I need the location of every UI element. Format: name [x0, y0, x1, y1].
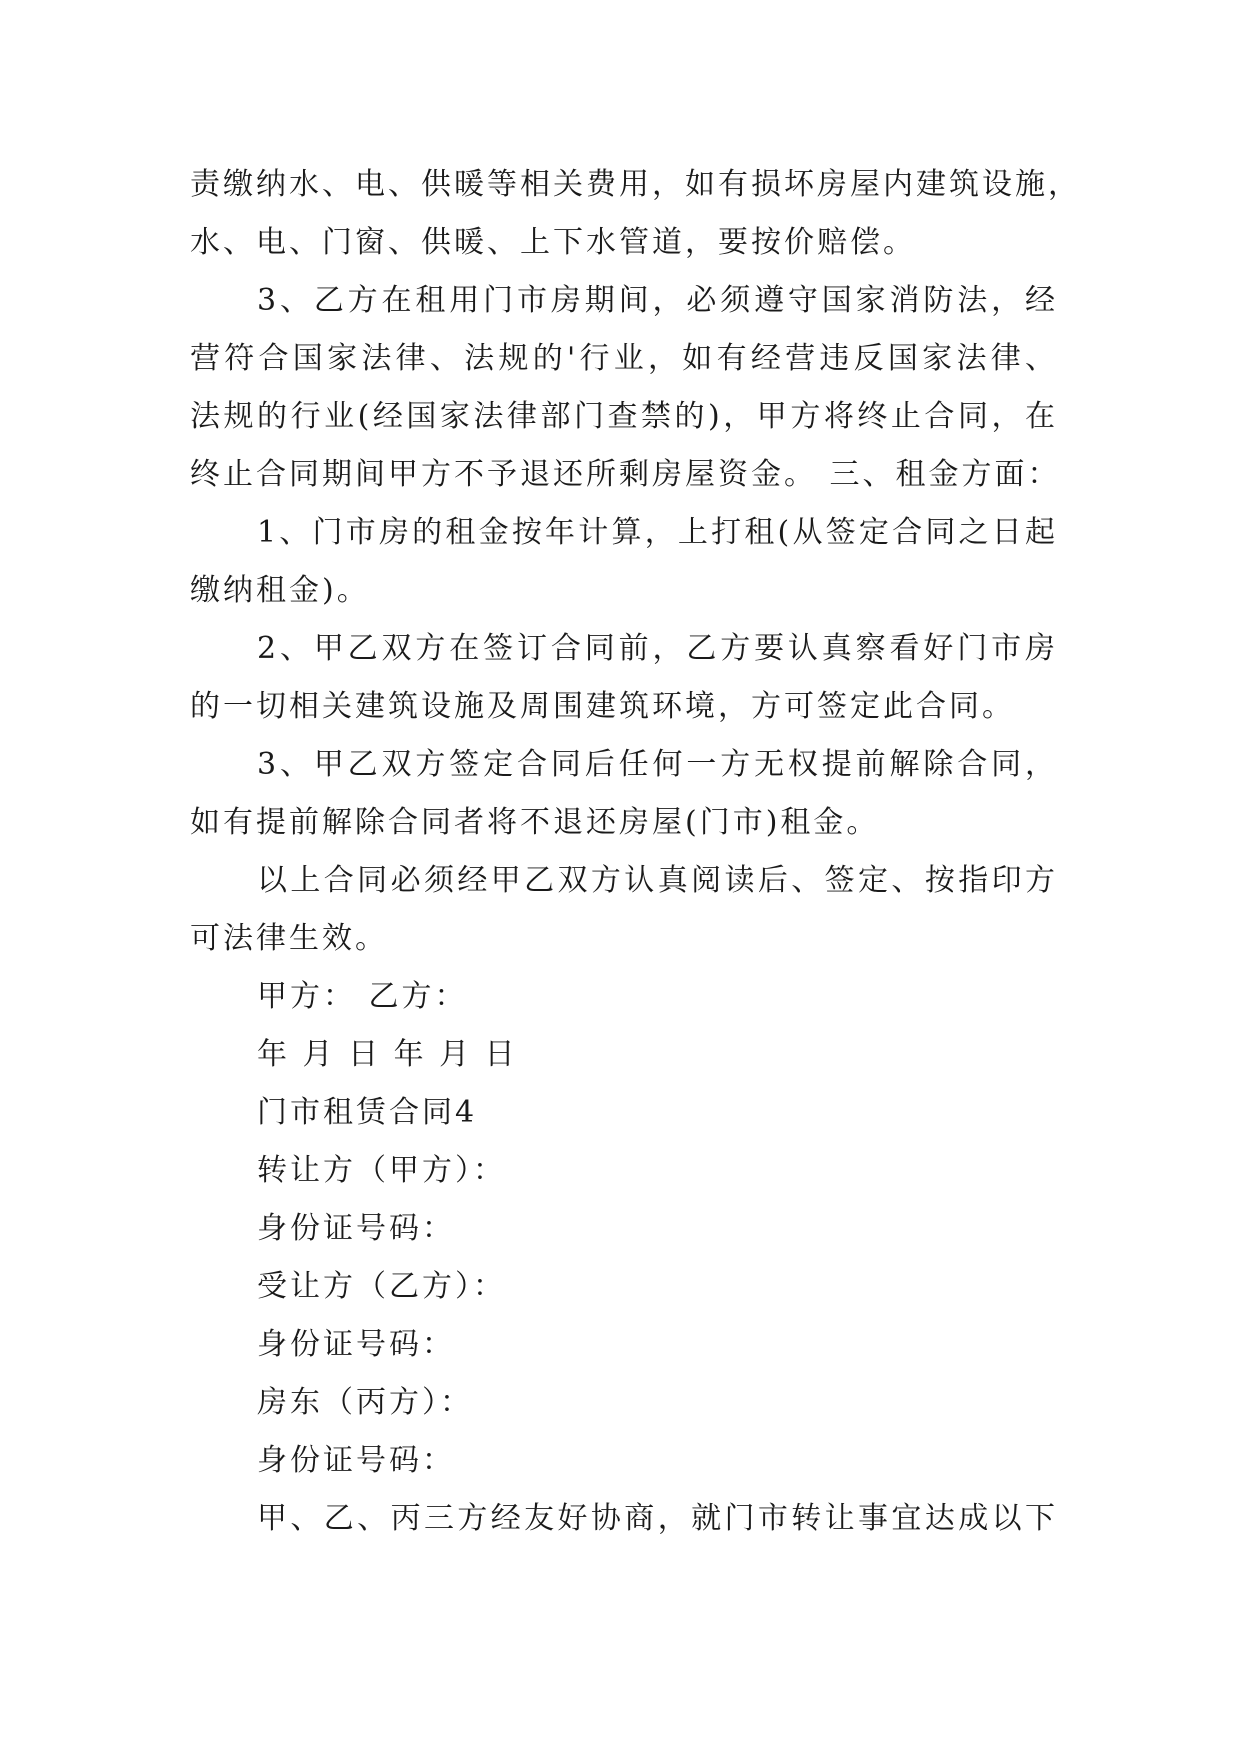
landlord-label: 房东（丙方）： — [257, 1385, 473, 1420]
section-title: 门市租赁合同4 — [257, 1095, 478, 1130]
text-line-11: 3、甲乙双方签定合同后任何一方无权提前解除合同， — [257, 747, 1058, 782]
document-body — [190, 156, 1081, 1548]
signature-date-line: 年 月 日 年 月 日 — [257, 1037, 518, 1072]
text-line-10: 的一切相关建筑设施及周围建筑环境，方可签定此合同。 — [190, 689, 1015, 724]
transferee-label: 受让方（乙方）： — [257, 1269, 506, 1304]
landlord-id-label: 身份证号码： — [257, 1443, 455, 1478]
text-line-5: 法规的行业(经国家法律部门查禁的)，甲方将终止合同，在 — [190, 399, 1058, 434]
text-line-7: 1、门市房的租金按年计算，上打租(从签定合同之日起 — [257, 515, 1058, 550]
text-line-12: 如有提前解除合同者将不退还房屋(门市)租金。 — [190, 805, 880, 840]
signature-parties-line: 甲方： 乙方： — [257, 979, 468, 1014]
text-line-1: 责缴纳水、电、供暖等相关费用，如有损坏房屋内建筑设施， — [190, 167, 1081, 202]
text-line-6: 终止合同期间甲方不予退还所剩房屋资金。 三、租金方面： — [190, 457, 1061, 492]
text-line-3: 3、乙方在租用门市房期间，必须遵守国家消防法，经 — [257, 283, 1058, 318]
text-line-9: 2、甲乙双方在签订合同前，乙方要认真察看好门市房 — [257, 631, 1058, 666]
transferee-id-label: 身份证号码： — [257, 1327, 455, 1362]
text-line-2: 水、电、门窗、供暖、上下水管道，要按价赔偿。 — [190, 225, 916, 260]
transferor-label: 转让方（甲方）： — [257, 1153, 506, 1188]
text-line-4: 营符合国家法律、法规的'行业，如有经营违反国家法律、 — [190, 341, 1058, 376]
text-line-14: 可法律生效。 — [190, 921, 388, 956]
text-line-8: 缴纳租金)。 — [190, 573, 370, 608]
text-line-24: 甲、乙、丙三方经友好协商，就门市转让事宜达成以下 — [257, 1501, 1058, 1536]
text-line-13: 以上合同必须经甲乙双方认真阅读后、签定、按指印方 — [257, 863, 1058, 898]
transferor-id-label: 身份证号码： — [257, 1211, 455, 1246]
